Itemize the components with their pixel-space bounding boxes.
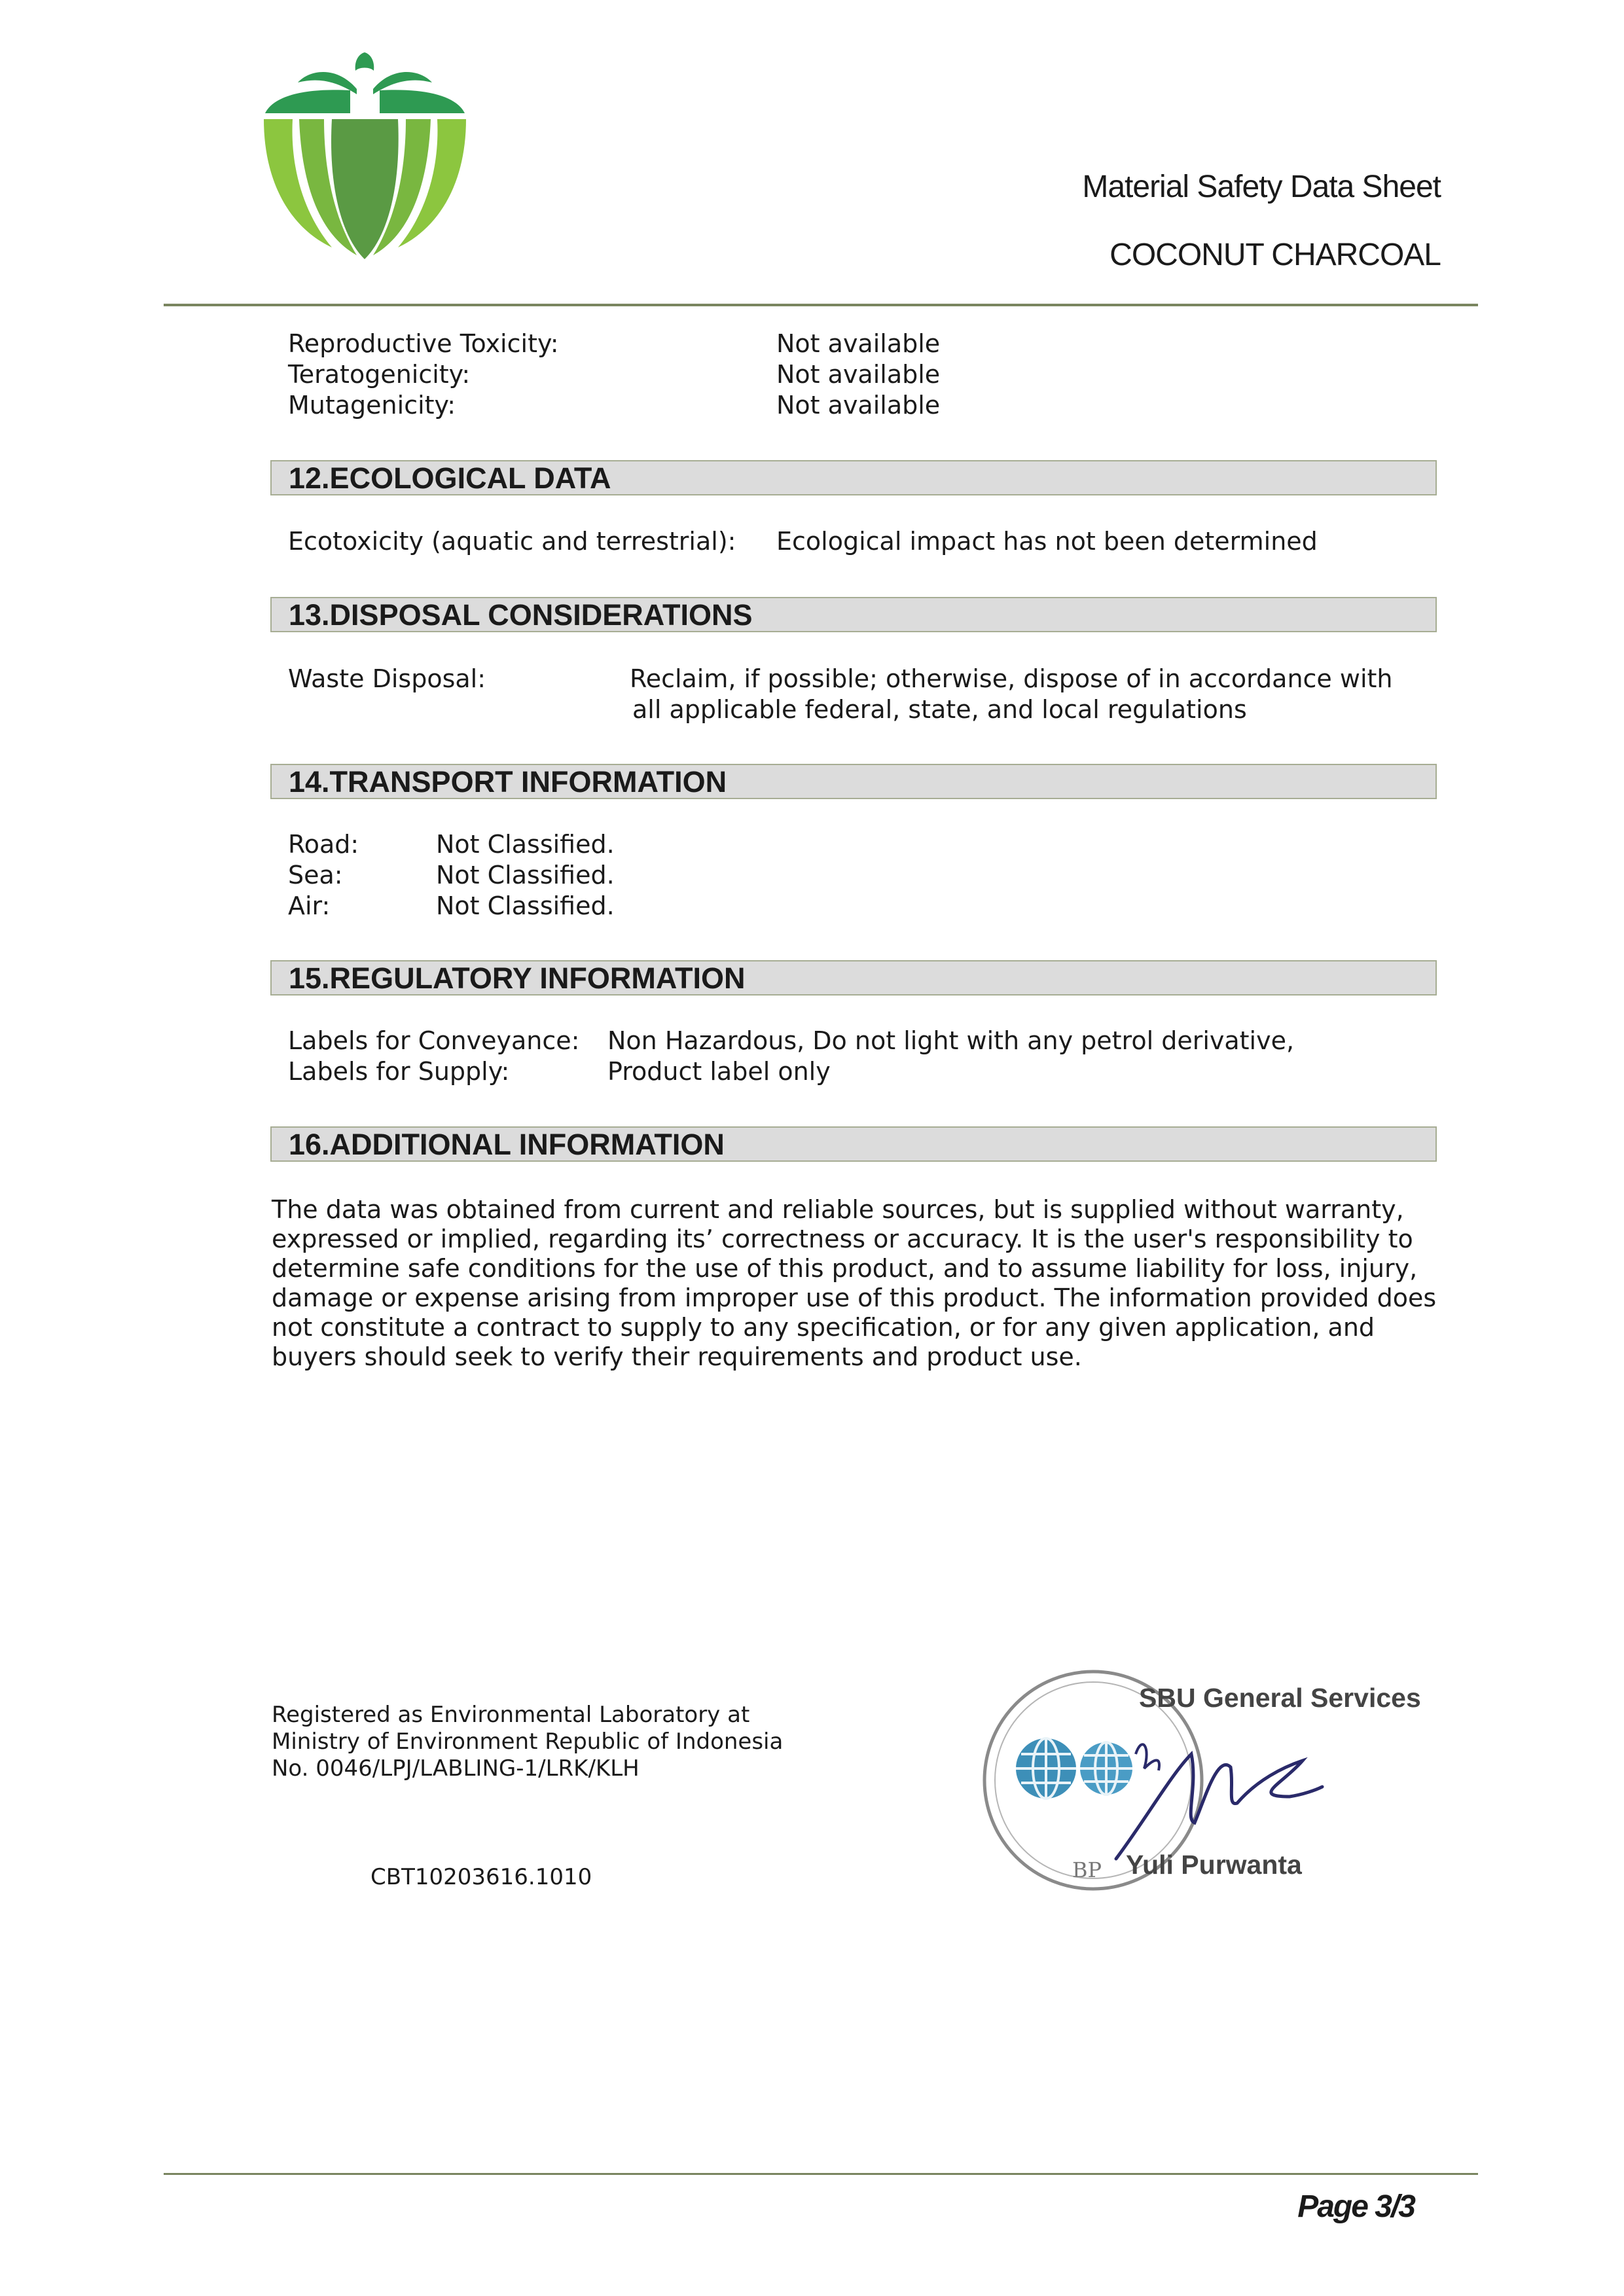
section-title: 16.ADDITIONAL INFORMATION [289, 1128, 725, 1161]
regulatory-label: Labels for Supply: [288, 1057, 510, 1086]
section-disposal-header [270, 597, 1437, 632]
waste-disposal-value: all applicable federal, state, and local regulations [632, 695, 1247, 724]
globe-icon [1080, 1742, 1132, 1795]
toxicity-value: Not available [776, 360, 941, 389]
section-title: 14.TRANSPORT INFORMATION [289, 765, 727, 798]
stamp-prefix: BP [1072, 1857, 1102, 1882]
footer-rule [164, 2173, 1478, 2175]
page-number: Page 3/3 [1297, 2189, 1415, 2224]
registration-number: No. 0046/LPJ/LABLING-1/LRK/KLH [272, 1755, 640, 1782]
waste-disposal-label: Waste Disposal: [288, 664, 486, 693]
document-type: Material Safety Data Sheet [1082, 170, 1441, 204]
section-regulatory-header [270, 960, 1437, 996]
registration-line: Registered as Environmental Laboratory at [272, 1702, 750, 1728]
transport-label: Road: [288, 830, 359, 859]
transport-label: Air: [288, 891, 331, 920]
toxicity-label: Reproductive Toxicity: [288, 329, 559, 358]
registration-line: Ministry of Environment Republic of Indonesia [272, 1729, 784, 1755]
section-title: 12.ECOLOGICAL DATA [289, 461, 611, 495]
section-title: 13.DISPOSAL CONSIDERATIONS [289, 598, 753, 632]
section-ecological-header [270, 460, 1437, 495]
product-name: COCONUT CHARCOAL [1110, 238, 1441, 272]
waste-disposal-value: Reclaim, if possible; otherwise, dispose of in accordance with [630, 664, 1393, 693]
globe-icon [1016, 1738, 1076, 1799]
toxicity-label: Mutagenicity: [288, 391, 456, 420]
ecotoxicity-value: Ecological impact has not been determined [776, 527, 1318, 556]
section-transport-header [270, 764, 1437, 799]
toxicity-value: Not available [776, 391, 941, 420]
regulatory-value: Non Hazardous, Do not light with any petrol derivative, [607, 1026, 1295, 1055]
company-logo [259, 51, 471, 262]
company-stamp [975, 1656, 1421, 1905]
transport-value: Not Classified. [436, 830, 615, 859]
transport-value: Not Classified. [436, 861, 615, 889]
regulatory-label: Labels for Conveyance: [288, 1026, 580, 1055]
section-title: 15.REGULATORY INFORMATION [289, 961, 746, 995]
toxicity-label: Teratogenicity: [288, 360, 471, 389]
header-rule [164, 304, 1478, 306]
transport-label: Sea: [288, 861, 343, 889]
transport-value: Not Classified. [436, 891, 615, 920]
stamp-org-name: SBU General Services [1139, 1683, 1421, 1713]
regulatory-value: Product label only [607, 1057, 831, 1086]
toxicity-value: Not available [776, 329, 941, 358]
ecotoxicity-label: Ecotoxicity (aquatic and terrestrial): [288, 527, 736, 556]
disclaimer-text: The data was obtained from current and reliable sources, but is supplied without warranty, expressed or implied, regarding its’ correctness or accuracy. It is the user's responsibility to determine safe conditions for the use of this product, and to assume liability for loss, injury, damage or expense arising from improper use of this product. The information provided does not constitute a contract to supply to any specification, or for any given application, and buyers should seek to verify their requirements and product use. [272, 1195, 1437, 1371]
signatory-name: Yuli Purwanta [1126, 1850, 1302, 1880]
section-additional-header [270, 1126, 1437, 1162]
certificate-code: CBT10203616.1010 [370, 1864, 592, 1890]
